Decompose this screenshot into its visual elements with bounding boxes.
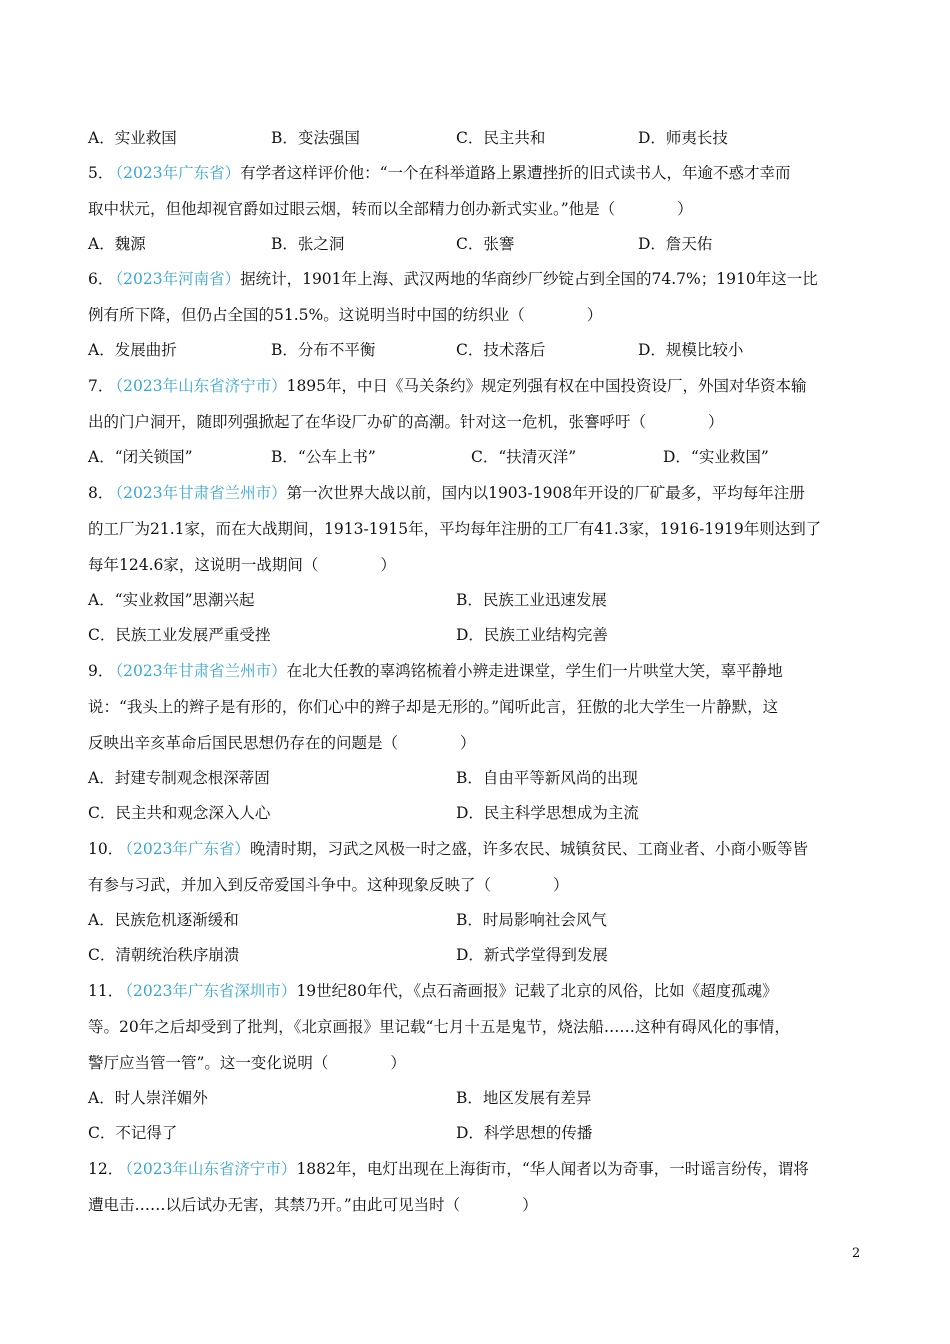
q4-option-b: B．变法强国 bbox=[271, 129, 360, 147]
q8-text-1: 第一次世界大战以前，国内以1903-1908年开设的厂矿最多，平均每年注册 bbox=[286, 484, 805, 502]
q11-stem-line2: 等。20年之后却受到了批判，《北京画报》里记载“七月十五是鬼节，烧法船……这种有碍风化的事情， bbox=[88, 1018, 790, 1036]
q8-option-d: D．民族工业结构完善 bbox=[456, 626, 608, 644]
q8-option-b: B．民族工业迅速发展 bbox=[456, 591, 607, 609]
q5-stem-line1 bbox=[88, 162, 878, 184]
q6-number: 6． bbox=[88, 270, 114, 288]
q12-text-1: 1882年，电灯出现在上海街市，“华人闻者以为奇事，一时谣言纷传，谓将 bbox=[296, 1160, 809, 1178]
q6-option-c: C．技术落后 bbox=[456, 341, 546, 359]
q9-option-b: B．自由平等新风尚的出现 bbox=[456, 769, 638, 787]
q4-option-c: C．民主共和 bbox=[456, 129, 546, 147]
q6-source: （2023年河南省） bbox=[115, 270, 241, 288]
q9-option-d: D．民主科学思想成为主流 bbox=[456, 804, 639, 822]
q11-text-1: 19世纪80年代，《点石斋画报》记载了北京的风俗，比如《超度孤魂》 bbox=[296, 982, 778, 1000]
q11-number: 11． bbox=[88, 982, 124, 1000]
q9-text-1: 在北大任教的辜鸿铭梳着小辨走进课堂，学生们一片哄堂大笑，辜平静地 bbox=[286, 662, 783, 680]
q12-stem-line1 bbox=[88, 1158, 878, 1180]
q11-option-a: A．时人崇洋媚外 bbox=[88, 1089, 208, 1107]
q10-option-a: A．民族危机逐渐缓和 bbox=[88, 911, 239, 929]
q7-text-1: 1895年，中日《马关条约》规定列强有权在中国投资设厂，外国对华资本输 bbox=[286, 377, 807, 395]
q6-stem-line2: 例有所下降，但仍占全国的51.5%。这说明当时中国的纺织业（ ） bbox=[88, 306, 603, 324]
q10-stem-line2: 有参与习武，并加入到反帝爱国斗争中。这种现象反映了（ ） bbox=[88, 876, 569, 894]
q8-option-c: C．民族工业发展严重受挫 bbox=[88, 626, 271, 644]
q10-option-b: B．时局影响社会风气 bbox=[456, 911, 607, 929]
q6-stem-line1 bbox=[88, 268, 878, 290]
q4-option-d: D．师夷长技 bbox=[638, 129, 728, 147]
q5-option-a: A．魏源 bbox=[88, 235, 146, 253]
q12-number: 12． bbox=[88, 1160, 124, 1178]
q7-option-d: D．“实业救国” bbox=[663, 448, 769, 466]
q6-option-d: D．规模比较小 bbox=[638, 341, 744, 359]
q9-stem-line3: 反映出辛亥革命后国民思想仍存在的问题是（ ） bbox=[88, 734, 476, 752]
q8-stem-line1 bbox=[88, 482, 878, 504]
q5-option-c: C．张謇 bbox=[456, 235, 515, 253]
q9-option-c: C．民主共和观念深入人心 bbox=[88, 804, 271, 822]
q10-number: 10． bbox=[88, 840, 124, 858]
q11-option-c: C．不记得了 bbox=[88, 1124, 178, 1142]
q5-source: （2023年广东省） bbox=[115, 164, 241, 182]
q7-option-b: B．“公车上书” bbox=[271, 448, 376, 466]
q7-option-c: C．“扶清灭洋” bbox=[471, 448, 577, 466]
q6-option-b: B．分布不平衡 bbox=[271, 341, 376, 359]
q5-stem-line2: 取中状元，但他却视官爵如过眼云烟，转而以全部精力创办新式实业。”他是（ ） bbox=[88, 200, 693, 218]
q10-text-1: 晚清时期，习武之风极一时之盛，许多农民、城镇贫民、工商业者、小商小贩等皆 bbox=[249, 840, 808, 858]
q7-option-a: A．“闭关锁国” bbox=[88, 448, 193, 466]
q10-source: （2023年广东省） bbox=[125, 840, 250, 858]
q12-stem-line2: 遭电击……以后试办无害，其禁乃开。”由此可见当时（ ） bbox=[88, 1196, 538, 1214]
q8-source: （2023年甘肃省兰州市） bbox=[115, 484, 287, 502]
q9-stem-line1 bbox=[88, 660, 878, 682]
q10-option-c: C．清朝统治秩序崩溃 bbox=[88, 946, 240, 964]
q11-option-b: B．地区发展有差异 bbox=[456, 1089, 592, 1107]
q8-stem-line2: 的工厂为21.1家，而在大战期间，1913-1915年，平均每年注册的工厂有41.3家，1916-1919年则达到了 bbox=[88, 520, 822, 538]
q7-stem-line2: 出的门户洞开，随即列强掀起了在华设厂办矿的高潮。针对这一危机，张謇呼吁（ ） bbox=[88, 413, 724, 431]
q9-number: 9． bbox=[88, 662, 114, 680]
q8-stem-line3: 每年124.6家，这说明一战期间（ ） bbox=[88, 556, 396, 574]
q11-source: （2023年广东省深圳市） bbox=[125, 982, 297, 1000]
q7-stem-line1 bbox=[88, 375, 878, 397]
q5-option-d: D．詹天佑 bbox=[638, 235, 713, 253]
q5-text-1: 有学者这样评价他：“一个在科举道路上累遭挫折的旧式读书人，年逾不惑才幸而 bbox=[240, 164, 791, 182]
q7-number: 7． bbox=[88, 377, 114, 395]
q9-stem-line2: 说：“我头上的辫子是有形的，你们心中的辫子却是无形的。”闻听此言，狂傲的北大学生一片静默，这 bbox=[88, 698, 779, 716]
q6-text-1: 据统计，1901年上海、武汉两地的华商纱厂纱锭占到全国的74.7%；1910年这一比 bbox=[240, 270, 818, 288]
q9-source: （2023年甘肃省兰州市） bbox=[115, 662, 287, 680]
q8-number: 8． bbox=[88, 484, 114, 502]
page-number: 2 bbox=[852, 1246, 861, 1261]
q11-stem-line3: 警厅应当管一管”。这一变化说明（ ） bbox=[88, 1054, 406, 1072]
q9-option-a: A．封建专制观念根深蒂固 bbox=[88, 769, 270, 787]
q8-option-a: A．“实业救国”思潮兴起 bbox=[88, 591, 255, 609]
q5-number: 5． bbox=[88, 164, 114, 182]
q4-option-a: A．实业救国 bbox=[88, 129, 177, 147]
q11-stem-line1 bbox=[88, 980, 878, 1002]
q6-option-a: A．发展曲折 bbox=[88, 341, 177, 359]
q10-stem-line1 bbox=[88, 838, 878, 860]
q12-source: （2023年山东省济宁市） bbox=[125, 1160, 297, 1178]
q11-option-d: D．科学思想的传播 bbox=[456, 1124, 593, 1142]
q10-option-d: D．新式学堂得到发展 bbox=[456, 946, 608, 964]
q5-option-b: B．张之洞 bbox=[271, 235, 345, 253]
q7-source: （2023年山东省济宁市） bbox=[115, 377, 287, 395]
